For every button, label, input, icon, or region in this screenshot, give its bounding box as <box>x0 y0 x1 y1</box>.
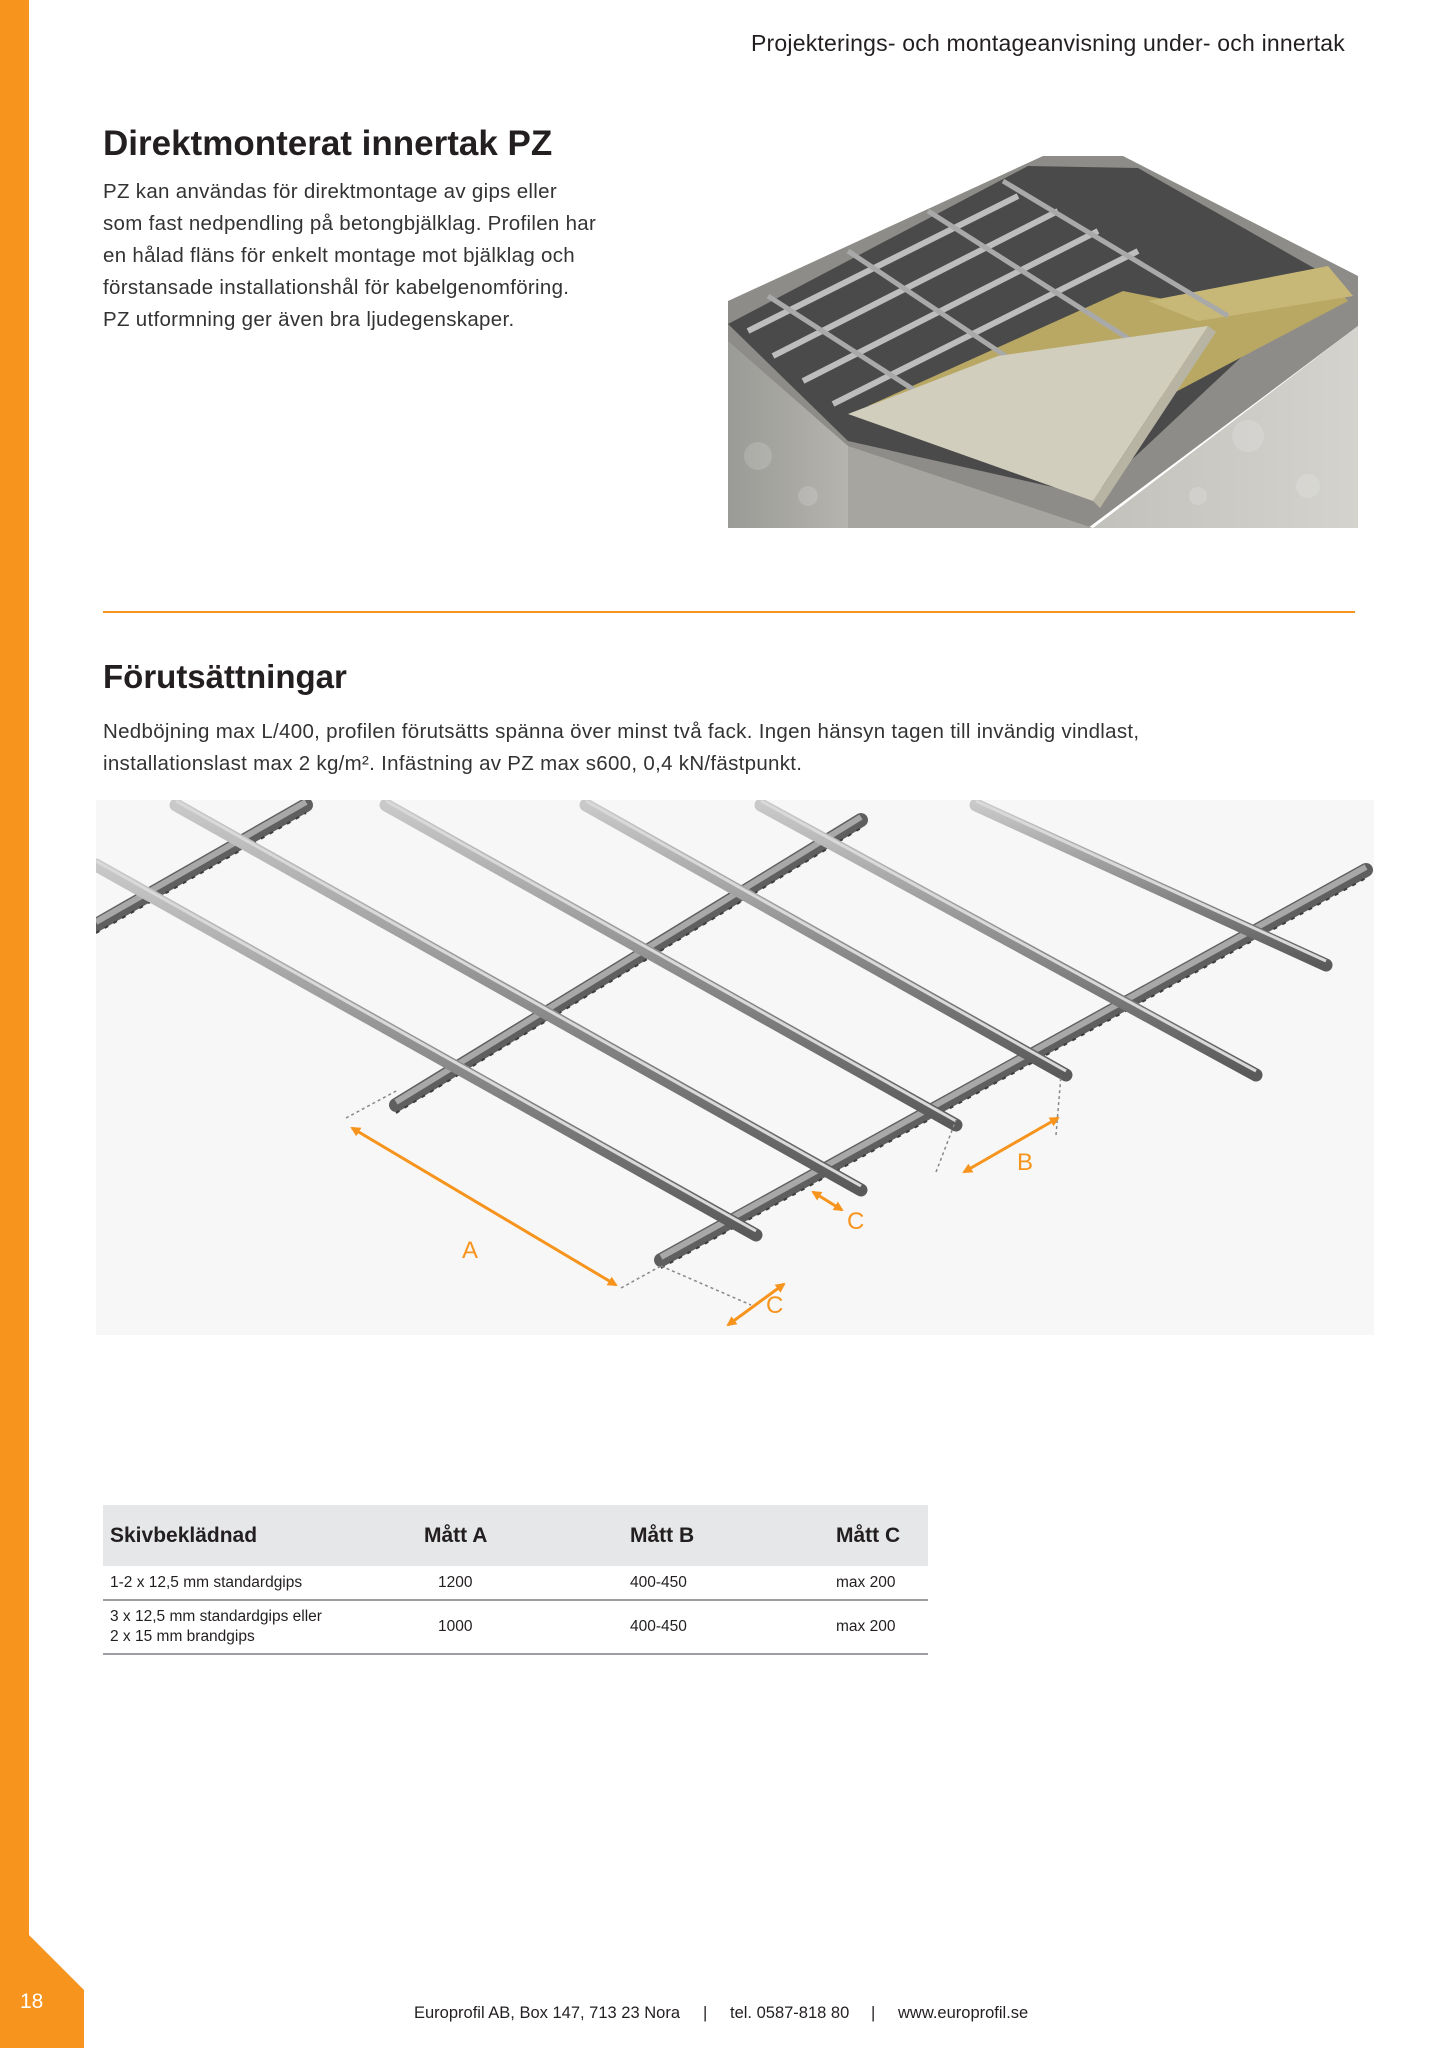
footer-separator: | <box>703 2004 708 2022</box>
col-header-b: Mått B <box>623 1505 829 1566</box>
intro-line: förstansade installationshål för kabelgenomföring. <box>103 276 570 299</box>
prereq-line: installationslast max 2 kg/m². Infästning av PZ max s600, 0,4 kN/fästpunkt. <box>103 752 803 775</box>
table-row <box>103 1566 928 1600</box>
prereq-line: Nedböjning max L/400, profilen förutsätts spänna över minst två fack. Ingen hänsyn tagen till invändig vindlast, <box>103 720 1140 743</box>
cell-b: 400-450 <box>623 1600 829 1654</box>
ceiling-installation-illustration <box>728 156 1358 528</box>
dimension-label-c: C <box>766 1292 784 1319</box>
dimension-label-b: B <box>1017 1149 1034 1176</box>
cell-c: max 200 <box>829 1600 928 1654</box>
col-header-a: Mått A <box>417 1505 623 1566</box>
section-title-pz: Direktmonterat innertak PZ <box>103 124 553 163</box>
footer-phone: tel. 0587-818 80 <box>730 2004 850 2022</box>
orange-side-bar <box>0 0 29 2048</box>
dimension-label-c: C <box>847 1208 865 1235</box>
profile-grid-diagram <box>96 800 1374 1335</box>
cell-c: max 200 <box>829 1566 928 1600</box>
section-divider <box>103 611 1355 613</box>
intro-line: som fast nedpendling på betongbjälklag. Profilen har <box>103 212 597 235</box>
footer-website[interactable]: www.europrofil.se <box>898 2004 1029 2022</box>
page-number: 18 <box>20 1990 44 2013</box>
cell-material: 1-2 x 12,5 mm standardgips <box>103 1566 417 1600</box>
cell-a: 1200 <box>417 1566 623 1600</box>
intro-paragraph <box>103 176 663 336</box>
intro-line: PZ kan användas för direktmontage av gips eller <box>103 180 557 203</box>
prerequisites-paragraph <box>103 716 1343 780</box>
cell-material: 3 x 12,5 mm standardgips eller 2 x 15 mm brandgips <box>103 1600 417 1654</box>
col-header-material: Skivbeklädnad <box>103 1505 417 1566</box>
col-header-c: Mått C <box>829 1505 928 1566</box>
dimension-label-a: A <box>462 1237 479 1264</box>
cell-b: 400-450 <box>623 1566 829 1600</box>
footer-separator: | <box>871 2004 876 2022</box>
footer-company: Europrofil AB, Box 147, 713 23 Nora <box>414 2004 680 2022</box>
intro-line: PZ utformning ger även bra ljudegenskaper. <box>103 308 515 331</box>
table-header-row <box>103 1505 928 1566</box>
table-row <box>103 1600 928 1654</box>
intro-line: en hålad fläns för enkelt montage mot bjälklag och <box>103 244 575 267</box>
running-header: Projekterings- och montageanvisning under- och innertak <box>751 30 1345 56</box>
spec-table <box>103 1505 928 1655</box>
section-title-prerequisites: Förutsättningar <box>103 658 347 695</box>
cell-a: 1000 <box>417 1600 623 1654</box>
